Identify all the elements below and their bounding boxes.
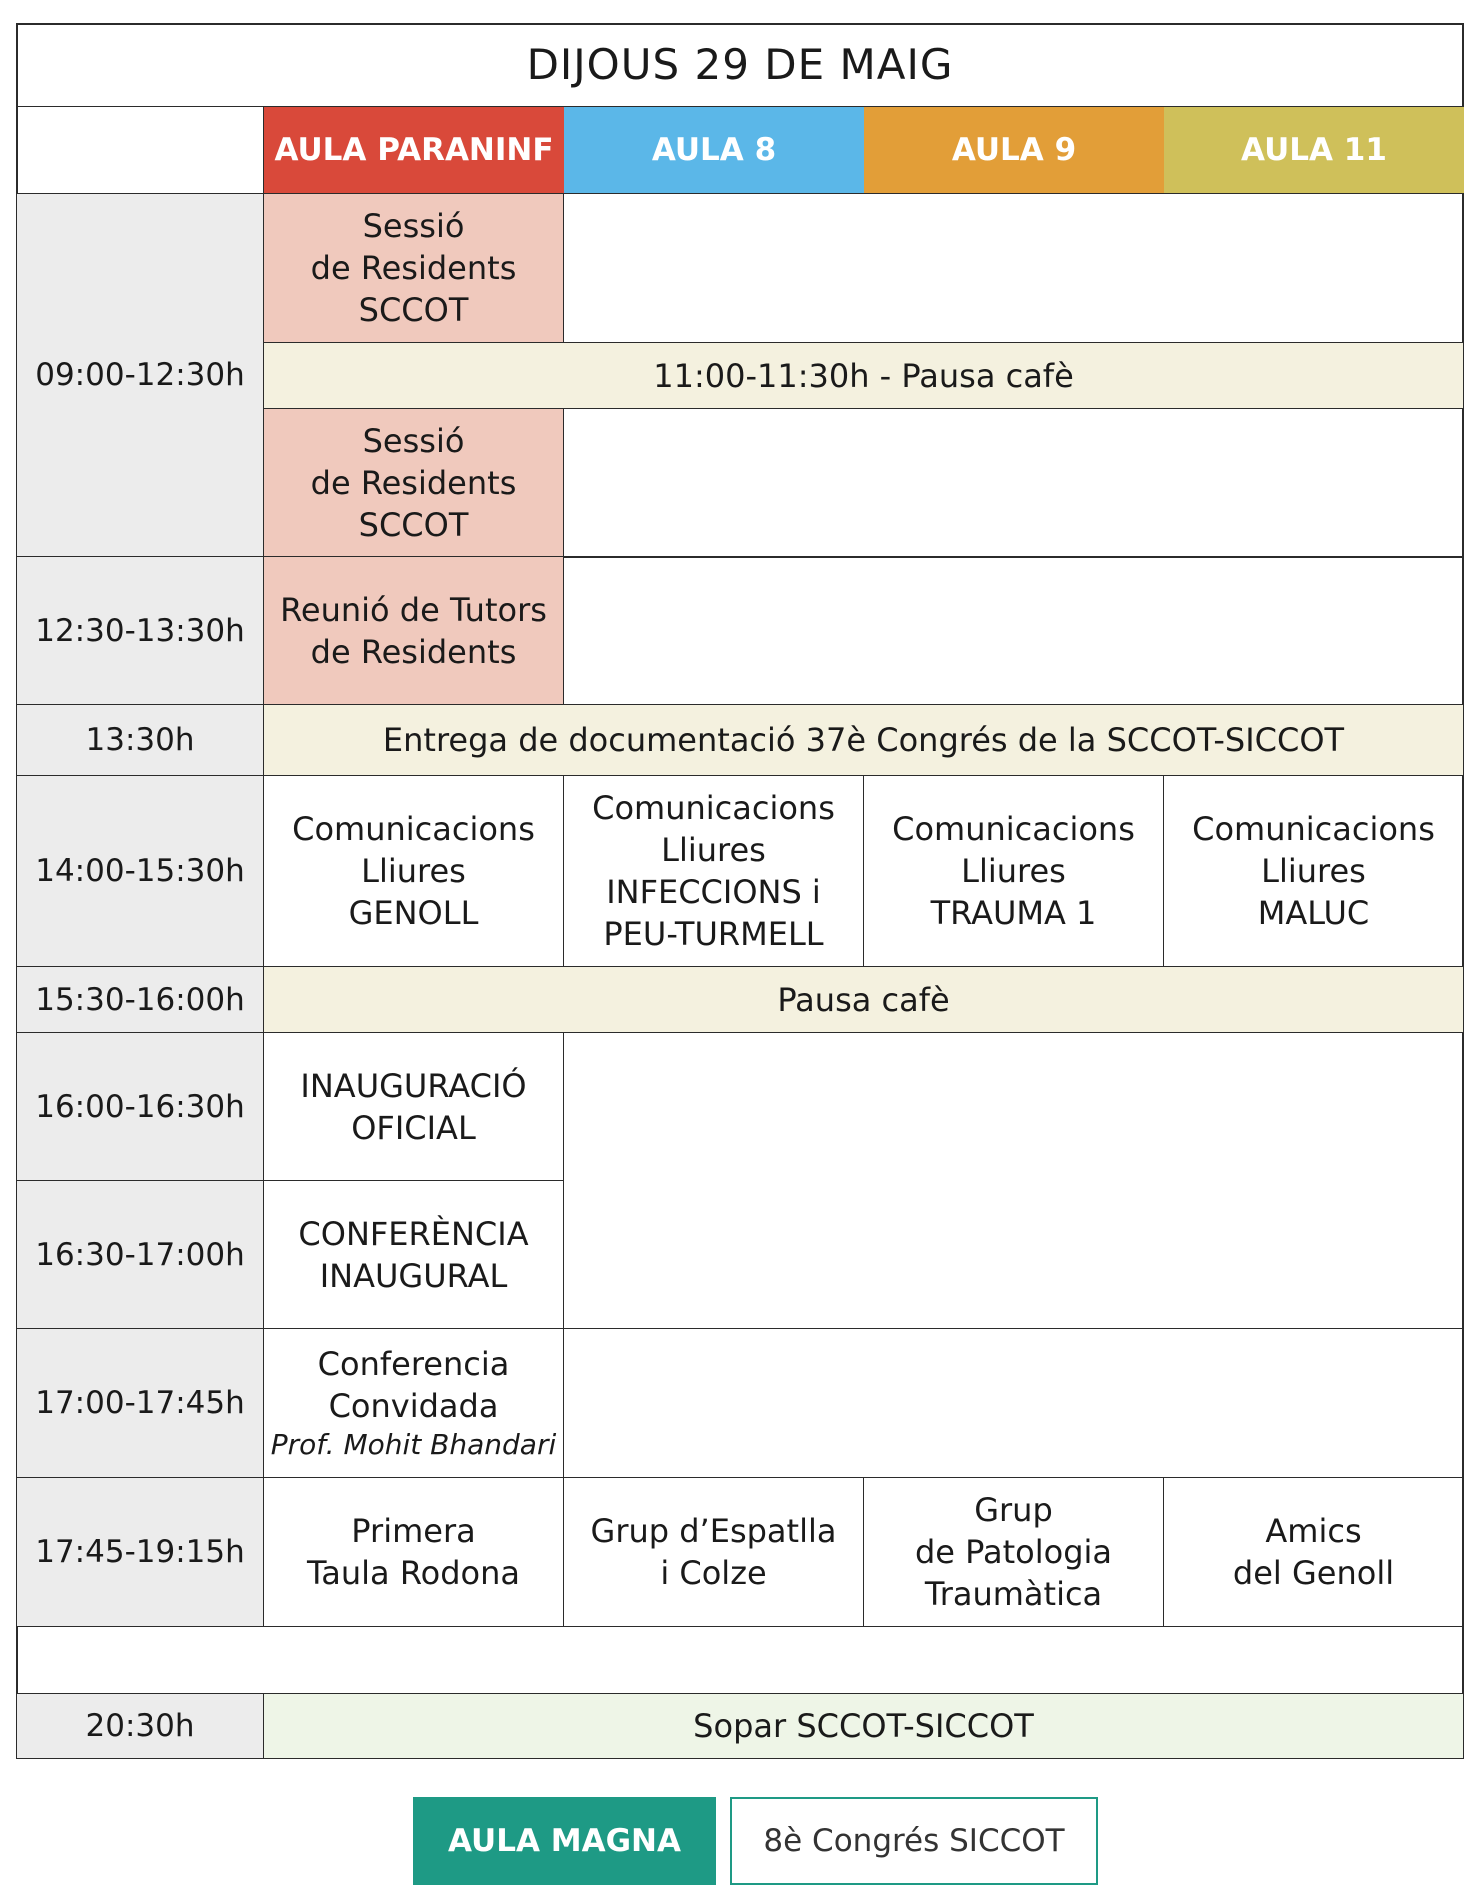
time-slot: 16:00-16:30h xyxy=(16,1032,264,1181)
session-comm-infeccions xyxy=(563,775,864,967)
time-slot: 17:45-19:15h xyxy=(16,1477,264,1627)
session-line: OFICIAL xyxy=(351,1108,476,1147)
session-line: Comunicacions xyxy=(892,810,1135,848)
session-grup-patologia xyxy=(863,1477,1164,1627)
session-sopar: Sopar SCCOT-SICCOT xyxy=(263,1693,1464,1759)
header-corner xyxy=(16,106,264,194)
time-slot: 15:30-16:00h xyxy=(16,966,264,1033)
legend-congres xyxy=(730,1797,1098,1885)
empty-cell xyxy=(563,193,1464,343)
session-line: i Colze xyxy=(660,1554,767,1592)
session-line: INAUGURAL xyxy=(319,1256,508,1295)
session-taula-rodona xyxy=(263,1477,564,1627)
schedule-table xyxy=(16,23,1464,1759)
session-line: Taula Rodona xyxy=(307,1554,520,1592)
session-line: MALUC xyxy=(1257,894,1370,932)
coffee-break-afternoon: Pausa cafè xyxy=(263,966,1464,1033)
empty-cell xyxy=(563,1032,1464,1329)
page-title: DIJOUS 29 DE MAIG xyxy=(16,23,1464,107)
session-line: Comunicacions xyxy=(1192,810,1435,848)
time-slot: 12:30-13:30h xyxy=(16,556,264,705)
session-comm-trauma xyxy=(863,775,1164,967)
session-residents-2 xyxy=(263,408,564,558)
session-tutors xyxy=(263,556,564,705)
session-line: del Genoll xyxy=(1232,1554,1395,1592)
session-conferencia-convidada xyxy=(263,1328,564,1478)
time-slot: 14:00-15:30h xyxy=(16,775,264,967)
time-slot: 09:00-12:30h xyxy=(16,193,264,557)
legend-label: AULA MAGNA xyxy=(448,1823,681,1859)
session-line: de Residents xyxy=(310,249,517,287)
break-time: 11:00-11:30h xyxy=(653,356,870,395)
time-slot: 16:30-17:00h xyxy=(16,1180,264,1329)
session-line: Grup d’Espatlla xyxy=(590,1512,837,1550)
room-header-aula8: AULA 8 xyxy=(564,107,864,193)
session-line: Reunió de Tutors xyxy=(280,590,547,629)
session-line: Grup xyxy=(974,1491,1053,1529)
empty-row xyxy=(16,1626,1464,1694)
session-line: INFECCIONS i xyxy=(606,873,821,911)
session-line: Comunicacions xyxy=(292,810,535,848)
session-line: Lliures xyxy=(961,852,1066,890)
time-slot: 17:00-17:45h xyxy=(16,1328,264,1478)
session-line: CONFERÈNCIA xyxy=(298,1214,529,1253)
coffee-break-morning xyxy=(263,342,1464,409)
session-line: Amics xyxy=(1265,1512,1362,1550)
session-line: de Residents xyxy=(310,464,517,502)
session-line: Comunicacions xyxy=(592,789,835,827)
session-inauguracio xyxy=(263,1032,564,1181)
empty-cell xyxy=(563,1328,1464,1478)
break-separator: - xyxy=(869,356,902,395)
session-grup-espatlla xyxy=(563,1477,864,1627)
session-line: Sessió xyxy=(362,207,465,245)
session-line: de Patologia xyxy=(914,1533,1113,1571)
session-line: TRAUMA 1 xyxy=(930,894,1097,932)
session-line: Lliures xyxy=(1261,852,1366,890)
session-line: Primera xyxy=(351,1512,476,1550)
empty-cell xyxy=(563,408,1464,558)
session-residents-1 xyxy=(263,193,564,343)
session-line: PEU-TURMELL xyxy=(603,915,824,953)
room-header-aula9: AULA 9 xyxy=(864,107,1164,193)
legend-label: 8è Congrés SICCOT xyxy=(763,1823,1065,1859)
session-line: Lliures xyxy=(661,831,766,869)
documentation-delivery: Entrega de documentació 37è Congrés de la SCCOT-SICCOT xyxy=(263,704,1464,776)
session-line: de Residents xyxy=(310,632,517,671)
time-slot: 20:30h xyxy=(16,1693,264,1759)
session-comm-genoll xyxy=(263,775,564,967)
session-line: GENOLL xyxy=(348,894,479,932)
session-line: Conferencia xyxy=(317,1345,510,1383)
room-header-paraninf: AULA PARANINF xyxy=(264,107,564,193)
empty-cell xyxy=(563,556,1464,705)
speaker-name: Prof. Mohit Bhandari xyxy=(270,1428,557,1461)
room-header-aula11: AULA 11 xyxy=(1164,107,1464,193)
legend-aula-magna xyxy=(413,1797,716,1885)
session-line: Lliures xyxy=(361,852,466,890)
session-line: Sessió xyxy=(362,422,465,460)
break-label: Pausa cafè xyxy=(901,356,1074,395)
session-line: Traumàtica xyxy=(924,1575,1103,1613)
session-line: INAUGURACIÓ xyxy=(300,1066,527,1105)
session-amics-genoll xyxy=(1163,1477,1464,1627)
session-line: SCCOT xyxy=(358,506,469,544)
session-line: SCCOT xyxy=(358,291,469,329)
time-slot: 13:30h xyxy=(16,704,264,776)
session-conferencia-inaugural xyxy=(263,1180,564,1329)
session-comm-maluc xyxy=(1163,775,1464,967)
session-line: Convidada xyxy=(328,1387,499,1425)
